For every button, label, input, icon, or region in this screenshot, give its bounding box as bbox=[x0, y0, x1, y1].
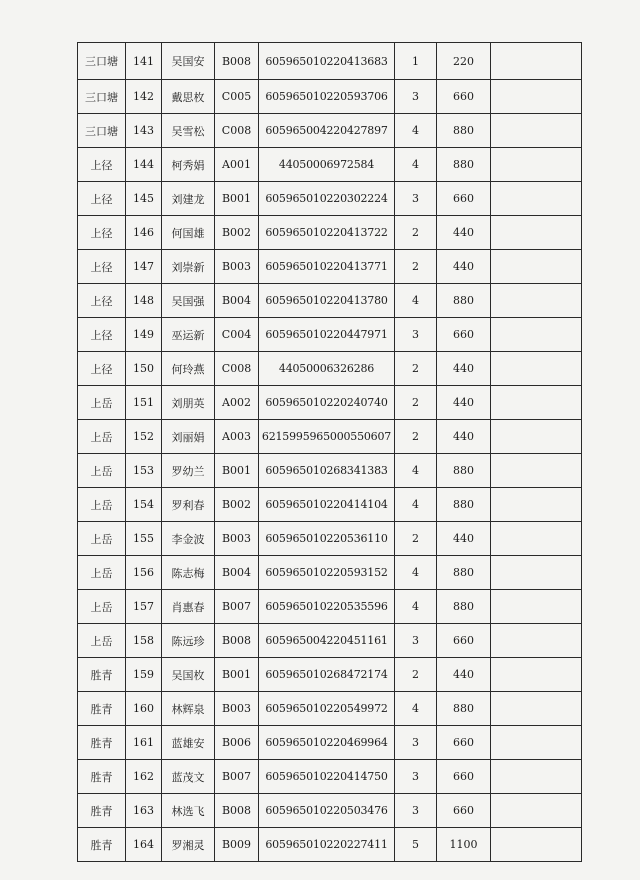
serial-cell: 148 bbox=[126, 284, 162, 318]
village-cell: 上径 bbox=[78, 284, 126, 318]
village-cell: 胜青 bbox=[78, 692, 126, 726]
person-count-cell: 3 bbox=[395, 760, 437, 794]
remark-cell bbox=[491, 284, 582, 318]
person-count-cell: 2 bbox=[395, 352, 437, 386]
serial-cell: 141 bbox=[126, 43, 162, 80]
amount-cell: 880 bbox=[437, 692, 491, 726]
household-code-cell: B001 bbox=[215, 454, 259, 488]
name-cell: 柯秀娟 bbox=[162, 148, 215, 182]
household-code-cell: B007 bbox=[215, 590, 259, 624]
village-cell: 上岳 bbox=[78, 488, 126, 522]
name-cell: 陈远珍 bbox=[162, 624, 215, 658]
account-number-cell: 44050006972584 bbox=[259, 148, 395, 182]
remark-cell bbox=[491, 80, 582, 114]
name-cell: 何玲燕 bbox=[162, 352, 215, 386]
village-cell: 三口塘 bbox=[78, 80, 126, 114]
amount-cell: 440 bbox=[437, 658, 491, 692]
name-cell: 刘丽娟 bbox=[162, 420, 215, 454]
amount-cell: 880 bbox=[437, 556, 491, 590]
table-row bbox=[78, 692, 582, 726]
remark-cell bbox=[491, 250, 582, 284]
remark-cell bbox=[491, 43, 582, 80]
remark-cell bbox=[491, 114, 582, 148]
remark-cell bbox=[491, 216, 582, 250]
table-row bbox=[78, 386, 582, 420]
account-number-cell: 605965010220413771 bbox=[259, 250, 395, 284]
person-count-cell: 3 bbox=[395, 624, 437, 658]
village-cell: 上径 bbox=[78, 148, 126, 182]
village-cell: 三口塘 bbox=[78, 114, 126, 148]
account-number-cell: 605965010220240740 bbox=[259, 386, 395, 420]
remark-cell bbox=[491, 182, 582, 216]
name-cell: 吴国安 bbox=[162, 43, 215, 80]
household-code-cell: B002 bbox=[215, 216, 259, 250]
household-code-cell: B008 bbox=[215, 794, 259, 828]
person-count-cell: 2 bbox=[395, 420, 437, 454]
name-cell: 蓝雄安 bbox=[162, 726, 215, 760]
serial-cell: 164 bbox=[126, 828, 162, 862]
village-cell: 上岳 bbox=[78, 522, 126, 556]
account-number-cell: 605965010220536110 bbox=[259, 522, 395, 556]
amount-cell: 440 bbox=[437, 352, 491, 386]
account-number-cell: 605965004220427897 bbox=[259, 114, 395, 148]
table-row bbox=[78, 794, 582, 828]
name-cell: 罗湘灵 bbox=[162, 828, 215, 862]
serial-cell: 153 bbox=[126, 454, 162, 488]
village-cell: 三口塘 bbox=[78, 43, 126, 80]
name-cell: 吴雪松 bbox=[162, 114, 215, 148]
village-cell: 上岳 bbox=[78, 386, 126, 420]
name-cell: 蓝茂文 bbox=[162, 760, 215, 794]
household-code-cell: A003 bbox=[215, 420, 259, 454]
household-code-cell: B001 bbox=[215, 182, 259, 216]
name-cell: 巫运新 bbox=[162, 318, 215, 352]
remark-cell bbox=[491, 488, 582, 522]
household-code-cell: B003 bbox=[215, 522, 259, 556]
household-code-cell: B006 bbox=[215, 726, 259, 760]
table-row bbox=[78, 114, 582, 148]
name-cell: 刘崇新 bbox=[162, 250, 215, 284]
account-number-cell: 605965010220413780 bbox=[259, 284, 395, 318]
name-cell: 何国雄 bbox=[162, 216, 215, 250]
serial-cell: 158 bbox=[126, 624, 162, 658]
amount-cell: 440 bbox=[437, 250, 491, 284]
table-row bbox=[78, 43, 582, 80]
remark-cell bbox=[491, 522, 582, 556]
account-number-cell: 605965010220302224 bbox=[259, 182, 395, 216]
amount-cell: 660 bbox=[437, 760, 491, 794]
amount-cell: 440 bbox=[437, 216, 491, 250]
name-cell: 罗幼兰 bbox=[162, 454, 215, 488]
serial-cell: 152 bbox=[126, 420, 162, 454]
remark-cell bbox=[491, 420, 582, 454]
serial-cell: 150 bbox=[126, 352, 162, 386]
table-row bbox=[78, 250, 582, 284]
village-cell: 上径 bbox=[78, 250, 126, 284]
household-code-cell: B007 bbox=[215, 760, 259, 794]
person-count-cell: 4 bbox=[395, 692, 437, 726]
serial-cell: 149 bbox=[126, 318, 162, 352]
serial-cell: 145 bbox=[126, 182, 162, 216]
remark-cell bbox=[491, 726, 582, 760]
amount-cell: 660 bbox=[437, 726, 491, 760]
person-count-cell: 3 bbox=[395, 182, 437, 216]
household-code-cell: B002 bbox=[215, 488, 259, 522]
serial-cell: 156 bbox=[126, 556, 162, 590]
name-cell: 吴国枚 bbox=[162, 658, 215, 692]
amount-cell: 1100 bbox=[437, 828, 491, 862]
household-code-cell: C005 bbox=[215, 80, 259, 114]
serial-cell: 157 bbox=[126, 590, 162, 624]
household-code-cell: B004 bbox=[215, 556, 259, 590]
account-number-cell: 605965010220413722 bbox=[259, 216, 395, 250]
account-number-cell: 605965010268472174 bbox=[259, 658, 395, 692]
remark-cell bbox=[491, 352, 582, 386]
person-count-cell: 2 bbox=[395, 386, 437, 420]
person-count-cell: 4 bbox=[395, 148, 437, 182]
serial-cell: 144 bbox=[126, 148, 162, 182]
village-cell: 上岳 bbox=[78, 590, 126, 624]
table-row bbox=[78, 488, 582, 522]
household-code-cell: B008 bbox=[215, 43, 259, 80]
table-row bbox=[78, 828, 582, 862]
account-number-cell: 605965010220503476 bbox=[259, 794, 395, 828]
name-cell: 林辉泉 bbox=[162, 692, 215, 726]
account-number-cell: 605965010220593152 bbox=[259, 556, 395, 590]
remark-cell bbox=[491, 794, 582, 828]
village-cell: 上径 bbox=[78, 318, 126, 352]
village-cell: 上径 bbox=[78, 216, 126, 250]
household-code-cell: B003 bbox=[215, 692, 259, 726]
table-row bbox=[78, 80, 582, 114]
amount-cell: 440 bbox=[437, 420, 491, 454]
serial-cell: 162 bbox=[126, 760, 162, 794]
name-cell: 戴思枚 bbox=[162, 80, 215, 114]
amount-cell: 880 bbox=[437, 284, 491, 318]
amount-cell: 880 bbox=[437, 148, 491, 182]
serial-cell: 142 bbox=[126, 80, 162, 114]
name-cell: 刘建龙 bbox=[162, 182, 215, 216]
account-number-cell: 605965010220414750 bbox=[259, 760, 395, 794]
remark-cell bbox=[491, 760, 582, 794]
person-count-cell: 5 bbox=[395, 828, 437, 862]
table-row bbox=[78, 726, 582, 760]
account-number-cell: 605965010220535596 bbox=[259, 590, 395, 624]
account-number-cell: 605965010268341383 bbox=[259, 454, 395, 488]
person-count-cell: 3 bbox=[395, 80, 437, 114]
name-cell: 陈志梅 bbox=[162, 556, 215, 590]
table-row bbox=[78, 624, 582, 658]
person-count-cell: 3 bbox=[395, 318, 437, 352]
household-code-cell: C004 bbox=[215, 318, 259, 352]
remark-cell bbox=[491, 386, 582, 420]
name-cell: 罗利春 bbox=[162, 488, 215, 522]
name-cell: 吴国强 bbox=[162, 284, 215, 318]
table-row bbox=[78, 182, 582, 216]
person-count-cell: 2 bbox=[395, 658, 437, 692]
person-count-cell: 3 bbox=[395, 794, 437, 828]
amount-cell: 660 bbox=[437, 80, 491, 114]
table-row bbox=[78, 454, 582, 488]
table-row bbox=[78, 556, 582, 590]
village-cell: 上径 bbox=[78, 182, 126, 216]
amount-cell: 660 bbox=[437, 182, 491, 216]
remark-cell bbox=[491, 148, 582, 182]
household-code-cell: A001 bbox=[215, 148, 259, 182]
table-row bbox=[78, 284, 582, 318]
name-cell: 刘朋英 bbox=[162, 386, 215, 420]
village-cell: 胜青 bbox=[78, 794, 126, 828]
household-code-cell: B003 bbox=[215, 250, 259, 284]
name-cell: 肖惠春 bbox=[162, 590, 215, 624]
serial-cell: 151 bbox=[126, 386, 162, 420]
amount-cell: 880 bbox=[437, 114, 491, 148]
village-cell: 上岳 bbox=[78, 556, 126, 590]
household-code-cell: B001 bbox=[215, 658, 259, 692]
person-count-cell: 4 bbox=[395, 454, 437, 488]
person-count-cell: 4 bbox=[395, 556, 437, 590]
amount-cell: 220 bbox=[437, 43, 491, 80]
account-number-cell: 605965010220413683 bbox=[259, 43, 395, 80]
table-row bbox=[78, 216, 582, 250]
table-row bbox=[78, 352, 582, 386]
table-row bbox=[78, 420, 582, 454]
remark-cell bbox=[491, 828, 582, 862]
name-cell: 林选飞 bbox=[162, 794, 215, 828]
account-number-cell: 605965010220469964 bbox=[259, 726, 395, 760]
serial-cell: 161 bbox=[126, 726, 162, 760]
person-count-cell: 4 bbox=[395, 590, 437, 624]
serial-cell: 160 bbox=[126, 692, 162, 726]
account-number-cell: 6215995965000550607 bbox=[259, 420, 395, 454]
amount-cell: 880 bbox=[437, 488, 491, 522]
person-count-cell: 2 bbox=[395, 216, 437, 250]
person-count-cell: 4 bbox=[395, 284, 437, 318]
amount-cell: 440 bbox=[437, 386, 491, 420]
name-cell: 李金波 bbox=[162, 522, 215, 556]
account-number-cell: 605965010220227411 bbox=[259, 828, 395, 862]
remark-cell bbox=[491, 556, 582, 590]
person-count-cell: 1 bbox=[395, 43, 437, 80]
household-code-cell: B008 bbox=[215, 624, 259, 658]
amount-cell: 880 bbox=[437, 590, 491, 624]
remark-cell bbox=[491, 318, 582, 352]
serial-cell: 163 bbox=[126, 794, 162, 828]
account-number-cell: 605965010220593706 bbox=[259, 80, 395, 114]
amount-cell: 880 bbox=[437, 454, 491, 488]
household-code-cell: C008 bbox=[215, 114, 259, 148]
amount-cell: 660 bbox=[437, 318, 491, 352]
village-cell: 上岳 bbox=[78, 624, 126, 658]
account-number-cell: 605965010220414104 bbox=[259, 488, 395, 522]
remark-cell bbox=[491, 692, 582, 726]
table-row bbox=[78, 522, 582, 556]
village-cell: 胜青 bbox=[78, 658, 126, 692]
subsidy-table bbox=[77, 42, 582, 862]
village-cell: 上岳 bbox=[78, 420, 126, 454]
serial-cell: 143 bbox=[126, 114, 162, 148]
village-cell: 胜青 bbox=[78, 726, 126, 760]
table-row bbox=[78, 148, 582, 182]
serial-cell: 154 bbox=[126, 488, 162, 522]
serial-cell: 146 bbox=[126, 216, 162, 250]
household-code-cell: B009 bbox=[215, 828, 259, 862]
table-body bbox=[78, 43, 582, 862]
account-number-cell: 605965004220451161 bbox=[259, 624, 395, 658]
table-row bbox=[78, 658, 582, 692]
village-cell: 上径 bbox=[78, 352, 126, 386]
person-count-cell: 4 bbox=[395, 114, 437, 148]
remark-cell bbox=[491, 454, 582, 488]
village-cell: 上岳 bbox=[78, 454, 126, 488]
amount-cell: 440 bbox=[437, 522, 491, 556]
serial-cell: 159 bbox=[126, 658, 162, 692]
remark-cell bbox=[491, 590, 582, 624]
village-cell: 胜青 bbox=[78, 828, 126, 862]
account-number-cell: 605965010220549972 bbox=[259, 692, 395, 726]
serial-cell: 147 bbox=[126, 250, 162, 284]
household-code-cell: A002 bbox=[215, 386, 259, 420]
remark-cell bbox=[491, 658, 582, 692]
table-row bbox=[78, 318, 582, 352]
serial-cell: 155 bbox=[126, 522, 162, 556]
amount-cell: 660 bbox=[437, 794, 491, 828]
table-row bbox=[78, 590, 582, 624]
remark-cell bbox=[491, 624, 582, 658]
person-count-cell: 2 bbox=[395, 250, 437, 284]
person-count-cell: 4 bbox=[395, 488, 437, 522]
person-count-cell: 3 bbox=[395, 726, 437, 760]
amount-cell: 660 bbox=[437, 624, 491, 658]
account-number-cell: 44050006326286 bbox=[259, 352, 395, 386]
person-count-cell: 2 bbox=[395, 522, 437, 556]
household-code-cell: C008 bbox=[215, 352, 259, 386]
table-row bbox=[78, 760, 582, 794]
account-number-cell: 605965010220447971 bbox=[259, 318, 395, 352]
village-cell: 胜青 bbox=[78, 760, 126, 794]
household-code-cell: B004 bbox=[215, 284, 259, 318]
